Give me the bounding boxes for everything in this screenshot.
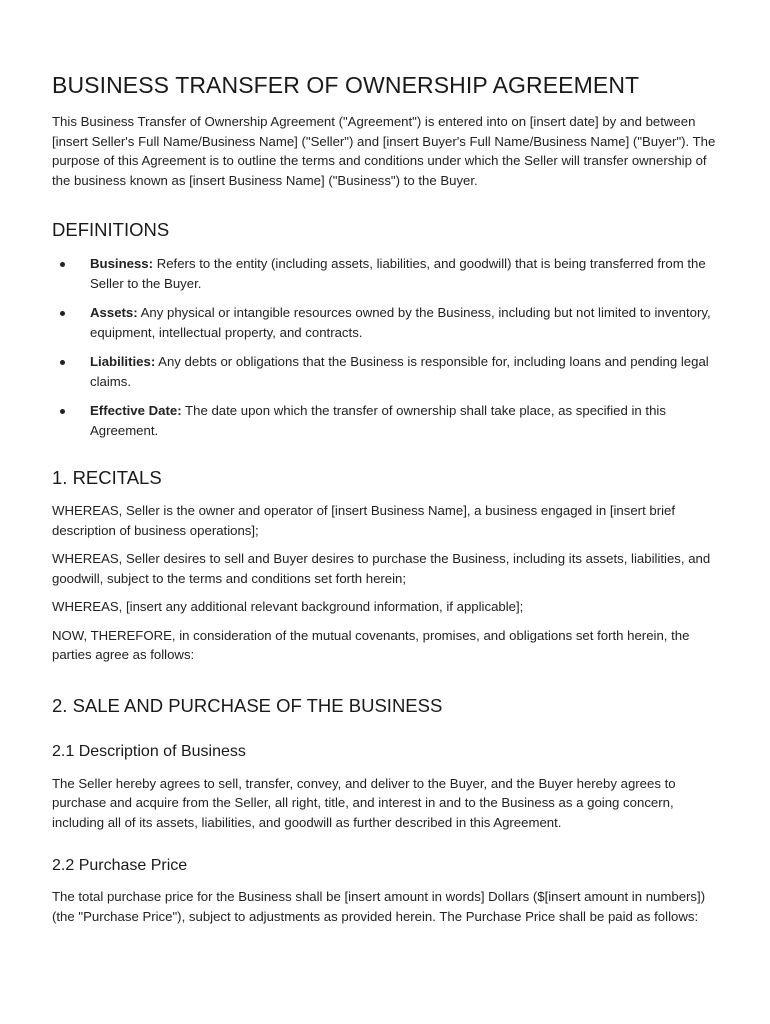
recital-paragraph: WHEREAS, Seller desires to sell and Buyer desires to purchase the Business, including its assets, liabilities, and goodwill, subject to the terms and conditions set forth herein; bbox=[52, 551, 711, 586]
definition-item-assets bbox=[52, 303, 720, 342]
recital-paragraph: WHEREAS, Seller is the owner and operator of [insert Business Name], a business engaged in [insert brief description of business operations]; bbox=[52, 503, 676, 538]
sale-heading: 2. SALE AND PURCHASE OF THE BUSINESS bbox=[52, 694, 443, 716]
definition-text: The date upon which the transfer of ownership shall take place, as specified in this Agreement. bbox=[90, 403, 666, 438]
bullet-icon bbox=[60, 360, 65, 365]
recital-paragraph: WHEREAS, [insert any additional relevant background information, if applicable]; bbox=[52, 599, 524, 614]
definition-item-liabilities bbox=[52, 352, 720, 391]
bullet-icon bbox=[60, 409, 65, 414]
recital-paragraph: NOW, THEREFORE, in consideration of the mutual covenants, promises, and obligations set forth herein, the parties agree as follows: bbox=[52, 627, 690, 662]
description-paragraph: The Seller hereby agrees to sell, transfer, convey, and deliver to the Buyer, and the Buyer hereby agrees to purchase and acquire from the Seller, all right, title, and interest in and to the Business as a going concern, including all of its assets, liabilities, and goodwill as further described in this Agreement. bbox=[52, 775, 676, 830]
definition-term: Effective Date: bbox=[90, 403, 182, 418]
document-page bbox=[52, 72, 720, 926]
definition-term: Liabilities: bbox=[90, 354, 156, 369]
description-subheading: 2.1 Description of Business bbox=[52, 742, 246, 760]
recitals-heading: 1. RECITALS bbox=[52, 467, 162, 488]
document-title: BUSINESS TRANSFER OF OWNERSHIP AGREEMENT bbox=[52, 72, 640, 98]
intro-paragraph: This Business Transfer of Ownership Agreement ("Agreement") is entered into on [insert date] by and between [insert Seller's Full Name/Business Name] ("Seller") and [insert Buyer's Full Name/Business Name] ("Buyer"). The purpose of this Agreement is to outline the terms and conditions under which the Seller will transfer ownership of the business known as [insert Business Name] ("Business") to the Buyer. bbox=[52, 114, 716, 188]
definition-text: Refers to the entity (including assets, liabilities, and goodwill) that is being transferred from the Seller to the Buyer. bbox=[90, 256, 706, 291]
definition-text: Any physical or intangible resources owned by the Business, including but not limited to inventory, equipment, intellectual property, and contracts. bbox=[90, 305, 711, 340]
definitions-heading: DEFINITIONS bbox=[52, 219, 170, 240]
purchase-price-subheading: 2.2 Purchase Price bbox=[52, 857, 188, 874]
bullet-icon bbox=[60, 311, 65, 316]
definition-term: Assets: bbox=[90, 305, 138, 320]
definition-text: Any debts or obligations that the Business is responsible for, including loans and pending legal claims. bbox=[90, 354, 709, 389]
definition-item-effective-date bbox=[52, 401, 720, 440]
purchase-price-paragraph: The total purchase price for the Business shall be [insert amount in words] Dollars ($[insert amount in numbers]) (the "Purchase Price"), subject to adjustments as provided herein. The Purchase Price shall be paid as follows: bbox=[52, 889, 706, 924]
definition-item-business bbox=[52, 254, 720, 293]
definitions-list bbox=[52, 254, 720, 440]
definition-term: Business: bbox=[90, 256, 154, 271]
bullet-icon bbox=[60, 262, 65, 267]
